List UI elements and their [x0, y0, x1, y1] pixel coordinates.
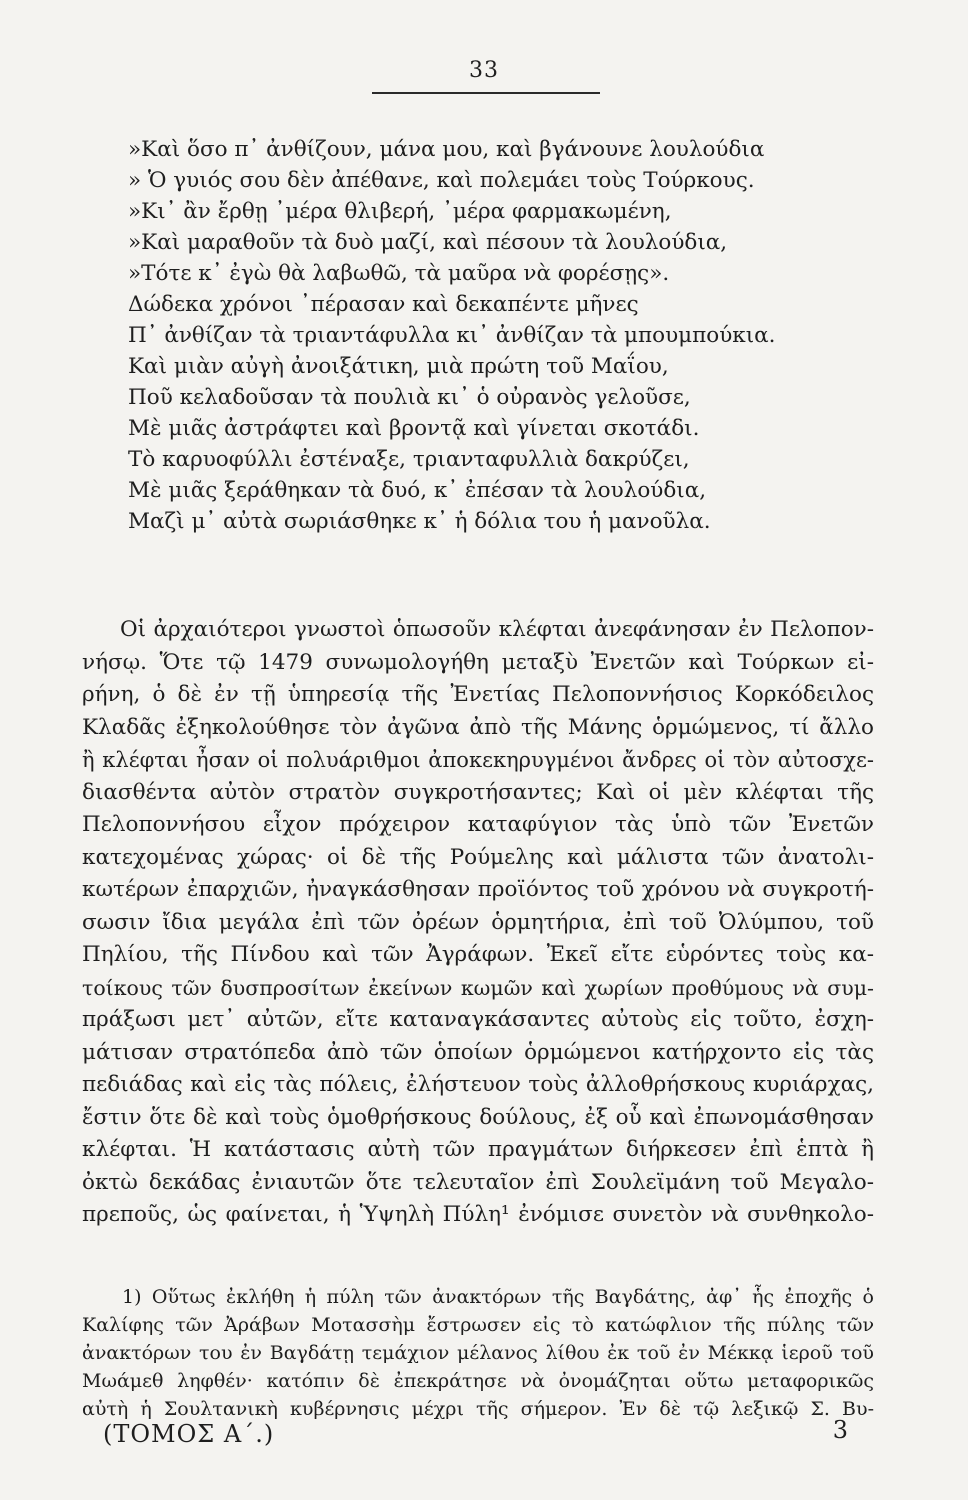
paragraph-line: κωτέρων ἐπαρχιῶν, ἠναγκάσθησαν προϊόντος τοῦ χρόνου νὰ συγκροτή- — [82, 877, 874, 902]
paragraph-line: νήσῳ. Ὅτε τῷ 1479 συνωμολογήθη μεταξὺ Ἐνετῶν καὶ Τούρκων εἰ- — [82, 649, 874, 675]
footnote-line: Καλίφης τῶν Ἀράβων Μοτασσὴμ ἔστρωσεν εἰς τὸ κατώφλιον τῆς πύλης τῶν — [82, 1314, 874, 1336]
poem-line: Μὲ μιᾶς ξεράθηκαν τὰ δυό, κ᾽ ἐπέσαν τὰ λουλούδια, — [128, 478, 707, 503]
paragraph-line: Πηλίου, τῆς Πίνδου καὶ τῶν Ἀγράφων. Ἐκεῖ εἴτε εὑρόντες τοὺς κα- — [82, 942, 874, 967]
page-number: 33 — [469, 58, 499, 83]
poem-line: »Καὶ μαραθοῦν τὰ δυὸ μαζί, καὶ πέσουν τὰ λουλούδια, — [128, 230, 728, 255]
paragraph-line: τοίκους τῶν δυσπροσίτων ἐκείνων κωμῶν καὶ χωρίων προθύμους νὰ συμ- — [82, 975, 874, 1000]
paragraph-line: πράξωσι μετ᾽ αὐτῶν, εἴτε καταναγκάσαντες αὐτοὺς εἰς τοῦτο, ἐσχη- — [82, 1007, 874, 1032]
poem-line: »Καὶ ὅσο π᾽ ἀνθίζουν, μάνα μου, καὶ βγάνουνε λουλούδια — [128, 137, 765, 162]
paragraph-line: κλέφται. Ἡ κατάστασις αὐτὴ τῶν πραγμάτων διήρκεσεν ἐπὶ ἑπτὰ ἢ — [82, 1137, 874, 1162]
page-number-rule — [372, 92, 600, 94]
paragraph-line: διασθέντα αὐτὸν στρατὸν συγκροτήσαντες; Καὶ οἱ μὲν κλέφται τῆς — [82, 779, 874, 805]
footnote — [82, 1283, 874, 1423]
paragraph-line: Οἱ ἀρχαιότεροι γνωστοὶ ὁπωσοῦν κλέφται ἀνεφάνησαν ἐν Πελοπον- — [120, 617, 874, 642]
poem-line: Τὸ καρυοφύλλι ἐστέναξε, τριανταφυλλιὰ δακρύζει, — [128, 447, 690, 472]
paragraph-line: ἢ κλέφται ἦσαν οἱ πολυάριθμοι ἀποκεκηρυγμένοι ἄνδρες οἱ τὸν αὐτοσχε- — [82, 748, 874, 772]
sheet-number: 3 — [832, 1416, 848, 1444]
paragraph-line: πεδιάδας καὶ εἰς τὰς πόλεις, ἐλήστευον τοὺς ἀλλοθρήσκους κυριάρχας, — [82, 1072, 874, 1097]
poem-line: »Τότε κ᾽ ἐγὼ θὰ λαβωθῶ, τὰ μαῦρα νὰ φορέσῃς». — [128, 261, 670, 286]
footnote-line: Μωάμεθ ληφθέν· κατόπιν δὲ ἐπεκράτησε νὰ ὀνομάζηται οὕτω μεταφορικῶς — [82, 1370, 874, 1392]
body-paragraph — [82, 614, 874, 1232]
poem-line: Μαζὶ μ᾽ αὐτὰ σωριάσθηκε κ᾽ ἡ δόλια του ἡ μανοῦλα. — [128, 509, 711, 534]
poem-line: Μὲ μιᾶς ἀστράφτει καὶ βροντᾷ καὶ γίνεται σκοτάδι. — [128, 416, 700, 441]
signature-mark: (ΤΟΜΟΣ Α΄.) — [103, 1420, 275, 1448]
footnote-line: 1) Οὕτως ἐκλήθη ἡ πύλη τῶν ἀνακτόρων τῆς Βαγδάτης, ἀφ᾽ ἧς ἐποχῆς ὁ — [122, 1286, 874, 1308]
paragraph-line: ρήνη, ὁ δὲ ἐν τῇ ὑπηρεσίᾳ τῆς Ἐνετίας Πελοποννήσιος Κορκόδειλος — [82, 682, 874, 707]
poem-line: »Κι᾽ ἂν ἔρθῃ ᾽μέρα θλιβερή, ᾽μέρα φαρμακωμένη, — [128, 199, 672, 224]
poem-line: Καὶ μιὰν αὐγὴ ἀνοιξάτικη, μιὰ πρώτη τοῦ Μαΐου, — [128, 354, 669, 379]
paragraph-line: Πελοποννήσου εἶχον πρόχειρον καταφύγιον τὰς ὑπὸ τῶν Ἐνετῶν — [82, 812, 874, 837]
poem-line: Δώδεκα χρόνοι ᾽πέρασαν καὶ δεκαπέντε μῆνες — [128, 292, 639, 317]
paragraph-line: μάτισαν στρατόπεδα ἀπὸ τῶν ὁποίων ὁρμώμενοι κατήρχοντο εἰς τὰς — [82, 1039, 874, 1065]
paragraph-line: Κλαδᾶς ἐξηκολούθησε τὸν ἀγῶνα ἀπὸ τῆς Μάνης ὁρμώμενος, τί ἄλλο — [82, 714, 874, 740]
footnote-line: αὐτὴ ἡ Σουλτανικὴ κυβέρνησις μέχρι τῆς σήμερον. Ἐν δὲ τῷ λεξικῷ Σ. Βυ- — [82, 1398, 874, 1420]
paragraph-line: σωσιν ἴδια μεγάλα ἐπὶ τῶν ὀρέων ὁρμητήρια, ἐπὶ τοῦ Ὀλύμπου, τοῦ — [82, 909, 874, 935]
poem-line: » Ὁ γυιός σου δὲν ἀπέθανε, καὶ πολεμάει τοὺς Τούρκους. — [128, 168, 755, 193]
paragraph-line: ἔστιν ὅτε δὲ καὶ τοὺς ὁμοθρήσκους δούλους, ἐξ οὗ καὶ ἐπωνομάσθησαν — [82, 1104, 874, 1130]
paragraph-line: κατεχομένας χώρας· οἱ δὲ τῆς Ρούμελης καὶ μάλιστα τῶν ἀνατολι- — [82, 844, 874, 870]
poem-line: Π᾽ ἀνθίζαν τὰ τριαντάφυλλα κι᾽ ἀνθίζαν τὰ μπουμπούκια. — [128, 323, 776, 348]
paragraph-line: ὀκτὼ δεκάδας ἐνιαυτῶν ὅτε τελευταῖον ἐπὶ Σουλεϊμάνη τοῦ Μεγαλο- — [82, 1169, 874, 1195]
poem-line: Ποῦ κελαδοῦσαν τὰ πουλιὰ κι᾽ ὁ οὐρανὸς γελοῦσε, — [128, 385, 691, 410]
poem — [128, 134, 828, 537]
footnote-line: ἀνακτόρων του ἐν Βαγδάτῃ τεμάχιον μέλανος λίθου ἐκ τοῦ ἐν Μέκκᾳ ἱεροῦ τοῦ — [82, 1342, 874, 1364]
paragraph-line: πρεποῦς, ὡς φαίνεται, ἡ Ὑψηλὴ Πύλη¹ ἐνόμισε συνετὸν νὰ συνθηκολο- — [82, 1202, 874, 1227]
